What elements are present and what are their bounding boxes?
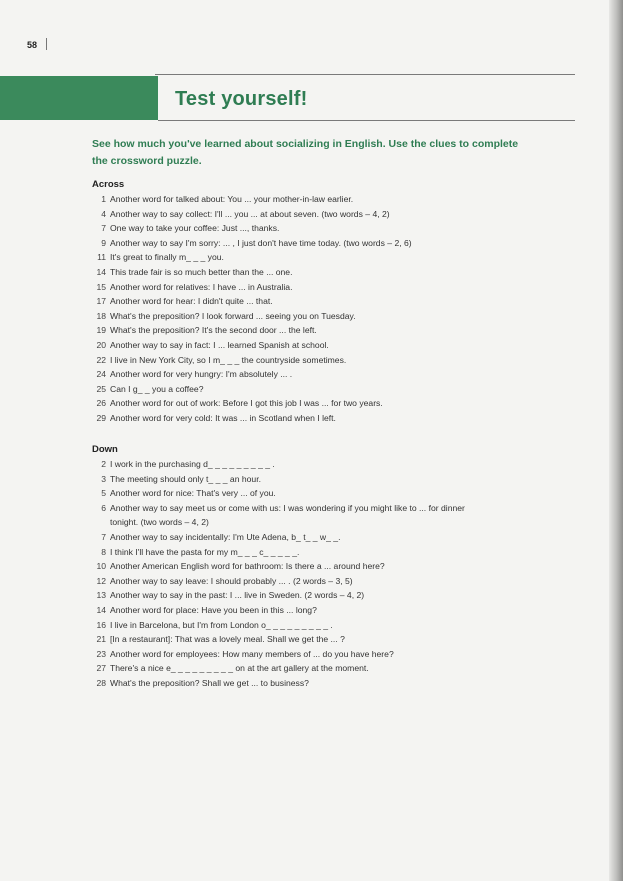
down-clue	[92, 501, 532, 530]
down-clue	[92, 632, 532, 647]
clue-text: Another way to say I'm sorry: ... , I just don't have time today. (two words – 2, 6)	[110, 237, 412, 248]
across-clue	[92, 353, 532, 368]
title-color-band	[0, 76, 158, 120]
clue-number: 16	[96, 619, 106, 630]
across-heading: Across	[92, 179, 125, 190]
down-clue	[92, 676, 532, 691]
clue-text: I live in New York City, so I m_ _ _ the countryside sometimes.	[110, 354, 347, 365]
title-top-rule	[155, 74, 575, 75]
clue-number: 18	[96, 310, 106, 321]
clue-text: Another way to say in the past: I ... live in Sweden. (2 words – 4, 2)	[110, 590, 365, 601]
clue-number: 10	[96, 561, 106, 572]
clue-number: 27	[96, 663, 106, 674]
clue-text: Another way to say incidentally: I'm Ute Adena, b_ t_ _ w_ _.	[110, 531, 341, 542]
clue-number: 5	[101, 488, 106, 499]
down-clue-list	[92, 457, 532, 691]
down-clue	[92, 574, 532, 589]
clue-number: 26	[96, 398, 106, 409]
clue-text: Another word for nice: That's very ... of you.	[110, 488, 276, 499]
across-clue	[92, 280, 532, 295]
page-number: 58	[27, 40, 38, 50]
page-binding-shadow	[609, 0, 623, 881]
across-clue	[92, 265, 532, 280]
page-number-divider	[46, 38, 47, 50]
clue-text: I work in the purchasing d_ _ _ _ _ _ _ _ _ .	[110, 459, 275, 469]
clue-number: 2	[101, 459, 106, 469]
clue-number: 17	[96, 296, 106, 307]
clue-number: 12	[96, 575, 106, 586]
clue-text: Another way to say leave: I should probably ... . (2 words – 3, 5)	[110, 575, 353, 586]
instructions: See how much you've learned about socializing in English. Use the clues to complete the crossword puzzle.	[92, 138, 519, 167]
across-clue	[92, 338, 532, 353]
clue-text: The meeting should only t_ _ _ an hour.	[110, 473, 261, 484]
clue-text: Can I g_ _ you a coffee?	[110, 383, 204, 394]
down-clue	[92, 559, 532, 574]
clue-text: What's the preposition? It's the second door ... the left.	[110, 325, 317, 336]
down-clue	[92, 530, 532, 545]
down-clue	[92, 603, 532, 618]
clue-text: Another way to say collect: I'll ... you ... at about seven. (two words – 4, 2)	[110, 208, 390, 219]
clue-text: Another American English word for bathroom: Is there a ... around here?	[110, 561, 385, 572]
clue-text: There's a nice e_ _ _ _ _ _ _ _ _ on at the art gallery at the moment.	[110, 663, 369, 674]
down-clue	[92, 472, 532, 487]
title-bottom-rule	[158, 120, 575, 121]
across-clue	[92, 221, 532, 236]
clue-number: 19	[96, 325, 106, 336]
across-clue	[92, 207, 532, 222]
across-clue	[92, 192, 532, 207]
clue-number: 24	[96, 369, 106, 380]
down-clue	[92, 545, 532, 560]
clue-text: Another word for out of work: Before I got this job I was ... for two years.	[110, 398, 383, 409]
down-clue	[92, 661, 532, 676]
clue-number: 28	[96, 677, 106, 688]
down-clue	[92, 618, 532, 633]
across-clue-list	[92, 192, 532, 426]
across-clue	[92, 396, 532, 411]
clue-number: 29	[96, 412, 106, 423]
clue-number: 11	[97, 252, 106, 263]
clue-number: 15	[96, 281, 106, 292]
down-heading: Down	[92, 444, 118, 455]
clue-text: Another word for very cold: It was ... in Scotland when I left.	[110, 412, 336, 423]
clue-number: 1	[101, 194, 106, 204]
down-clue	[92, 457, 532, 472]
across-clue	[92, 411, 532, 426]
clue-text: It's great to finally m_ _ _ you.	[110, 252, 224, 263]
clue-number: 22	[96, 354, 106, 365]
across-clue	[92, 294, 532, 309]
clue-text: Another word for talked about: You ... your mother-in-law earlier.	[110, 194, 354, 204]
clue-number: 7	[101, 531, 106, 542]
clue-number: 3	[101, 473, 106, 484]
clue-number: 14	[96, 604, 106, 615]
clue-number: 9	[101, 237, 106, 248]
clue-text: Another word for place: Have you been in this ... long?	[110, 604, 317, 615]
clue-number: 6	[101, 502, 106, 513]
clue-number: 21	[96, 634, 106, 645]
clue-text: Another word for employees: How many members of ... do you have here?	[110, 648, 394, 659]
across-clue	[92, 236, 532, 251]
across-clue	[92, 382, 532, 397]
page-title: Test yourself!	[175, 88, 308, 110]
clue-number: 7	[101, 223, 106, 234]
across-clue	[92, 323, 532, 338]
clue-number: 25	[96, 383, 106, 394]
clue-text: What's the preposition? Shall we get ... to business?	[110, 677, 309, 688]
clue-text: Another word for hear: I didn't quite ... that.	[110, 296, 273, 307]
clue-text: Another word for very hungry: I'm absolutely ... .	[110, 369, 293, 380]
down-clue	[92, 486, 532, 501]
clue-text: I think I'll have the pasta for my m_ _ _ c_ _ _ _ _.	[110, 546, 300, 557]
clue-text: Another way to say meet us or come with us: I was wondering if you might like to ... for dinner	[110, 502, 465, 513]
clue-text: This trade fair is so much better than the ... one.	[110, 266, 293, 277]
clue-number: 20	[96, 339, 106, 350]
clue-number: 4	[101, 208, 106, 219]
clue-number: 14	[96, 266, 106, 277]
clue-text: [In a restaurant]: That was a lovely meal. Shall we get the ... ?	[110, 634, 345, 645]
clue-text: Another word for relatives: I have ... in Australia.	[110, 281, 293, 292]
clue-text: What's the preposition? I look forward ... seeing you on Tuesday.	[110, 310, 356, 321]
down-clue	[92, 588, 532, 603]
across-clue	[92, 250, 532, 265]
clue-number: 13	[96, 590, 106, 601]
down-clue	[92, 647, 532, 662]
clue-text: One way to take your coffee: Just ..., thanks.	[110, 223, 280, 234]
across-clue	[92, 309, 532, 324]
across-clue	[92, 367, 532, 382]
clue-text: Another way to say in fact: I ... learned Spanish at school.	[110, 339, 329, 350]
clue-text: I live in Barcelona, but I'm from London o_ _ _ _ _ _ _ _ _ .	[110, 619, 333, 630]
clue-text-continued: tonight. (two words – 4, 2)	[110, 517, 209, 528]
clue-number: 23	[96, 648, 106, 659]
clue-number: 8	[101, 546, 106, 557]
